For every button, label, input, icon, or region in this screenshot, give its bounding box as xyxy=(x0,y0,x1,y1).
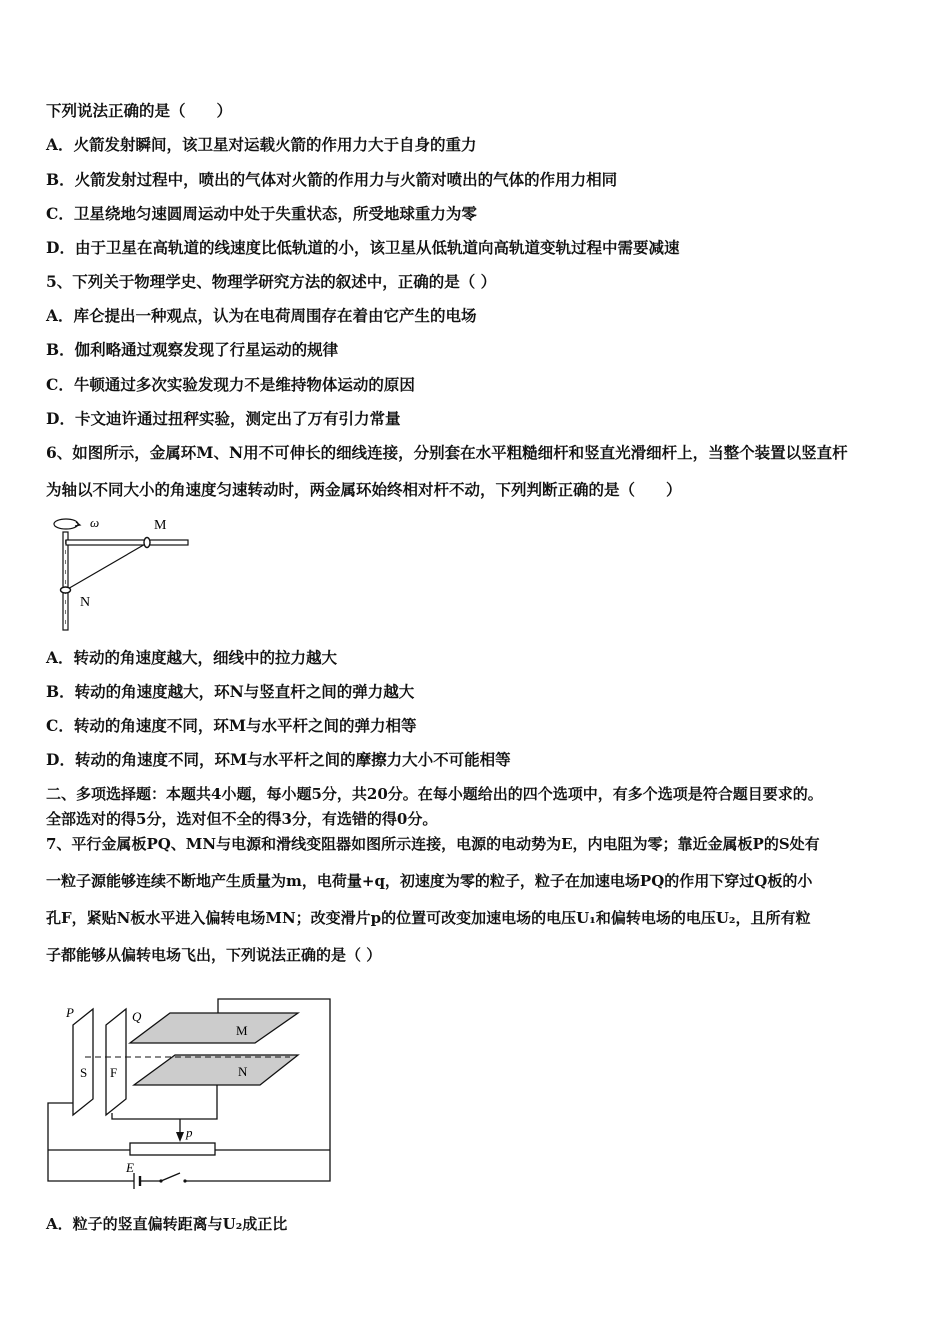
plate-q-label: Q xyxy=(132,1009,142,1024)
q6-option-b: B．转动的角速度越大，环N与竖直杆之间的弹力越大 xyxy=(46,682,415,701)
section2-line1: 二、多项选择题：本题共4小题，每小题5分，共20分。在每小题给出的四个选项中，有多个选项是符合题目要求的。 xyxy=(46,785,823,803)
q7-stem-line2: 一粒子源能够连续不断地产生质量为m，电荷量+q，初速度为零的粒子，粒子在加速电场PQ的作用下穿过Q板的小 xyxy=(46,872,813,890)
wire-left xyxy=(48,1103,134,1181)
q6-stem-line1: 6、如图所示，金属环M、N用不可伸长的细线连接，分别套在水平粗糙细杆和竖直光滑细杆上，当整个装置以竖直杆 xyxy=(46,443,848,462)
q6-option-c: C．转动的角速度不同，环M与水平杆之间的弹力相等 xyxy=(46,716,417,735)
horizontal-rod xyxy=(66,540,188,545)
emf-label: E xyxy=(126,1160,134,1175)
q4-option-c: C．卫星绕地匀速圆周运动中处于失重状态，所受地球重力为零 xyxy=(46,204,477,223)
plate-q xyxy=(106,1009,126,1115)
q5-option-d: D．卡文迪许通过扭秤实验，测定出了万有引力常量 xyxy=(46,409,401,428)
q6-stem-line2: 为轴以不同大小的角速度匀速转动时，两金属环始终相对杆不动，下列判断正确的是（ ） xyxy=(46,480,682,499)
q7-stem-line4: 子都能够从偏转电场飞出，下列说法正确的是（ ） xyxy=(46,946,382,964)
plate-m-label: M xyxy=(236,1023,248,1038)
rotation-arrow-icon xyxy=(54,519,78,529)
section2-line2: 全部选对的得5分，选对但不全的得3分，有选错的得0分。 xyxy=(46,810,438,828)
q7-option-a: A．粒子的竖直偏转距离与U₂成正比 xyxy=(46,1215,288,1233)
plate-n xyxy=(134,1055,298,1085)
q7-stem-line3: 孔F，紧贴N板水平进入偏转电场MN；改变滑片p的位置可改变加速电场的电压U₁和偏转电场的电压U₂，且所有粒 xyxy=(46,909,811,927)
q4-stem: 下列说法正确的是（ ） xyxy=(46,101,233,120)
ring-m xyxy=(144,538,150,548)
omega-label: ω xyxy=(90,515,100,530)
source-s-label: S xyxy=(80,1065,88,1080)
q7-circuit-figure xyxy=(40,995,340,1195)
switch-blade xyxy=(161,1173,180,1181)
ring-m-label: M xyxy=(154,518,167,533)
q6-option-d: D．转动的角速度不同，环M与水平杆之间的摩擦力大小不可能相等 xyxy=(46,750,511,769)
q4-option-a: A．火箭发射瞬间，该卫星对运载火箭的作用力大于自身的重力 xyxy=(46,135,477,154)
q5-option-b: B．伽利略通过观察发现了行星运动的规律 xyxy=(46,340,339,359)
q4-option-d: D．由于卫星在高轨道的线速度比低轨道的小，该卫星从低轨道向高轨道变轨过程中需要减速 xyxy=(46,238,680,257)
q7-stem-line1: 7、平行金属板PQ、MN与电源和滑线变阻器如图所示连接，电源的电动势为E，内电阻为零；靠近金属板P的S处有 xyxy=(46,835,820,853)
q6-option-a: A．转动的角速度越大，细线中的拉力越大 xyxy=(46,648,338,667)
q4-option-b: B．火箭发射过程中，喷出的气体对火箭的作用力与火箭对喷出的气体的作用力相同 xyxy=(46,170,618,189)
slider-arrow-icon xyxy=(176,1132,184,1142)
plate-n-label: N xyxy=(238,1064,248,1079)
q5-option-c: C．牛顿通过多次实验发现力不是维持物体运动的原因 xyxy=(46,375,415,394)
plate-m xyxy=(130,1013,298,1043)
plate-p-label: P xyxy=(66,1005,74,1020)
slider-label: p xyxy=(186,1125,193,1140)
q6-figure xyxy=(46,510,206,635)
rheostat xyxy=(130,1143,215,1155)
hole-f-label: F xyxy=(110,1065,118,1080)
q5-option-a: A．库仑提出一种观点，认为在电荷周围存在着由它产生的电场 xyxy=(46,306,477,325)
ring-n xyxy=(61,587,71,593)
q5-stem: 5、下列关于物理学史、物理学研究方法的叙述中，正确的是（ ） xyxy=(46,272,497,291)
string xyxy=(66,543,147,590)
ring-n-label: N xyxy=(80,595,91,610)
plate-p xyxy=(73,1009,93,1115)
